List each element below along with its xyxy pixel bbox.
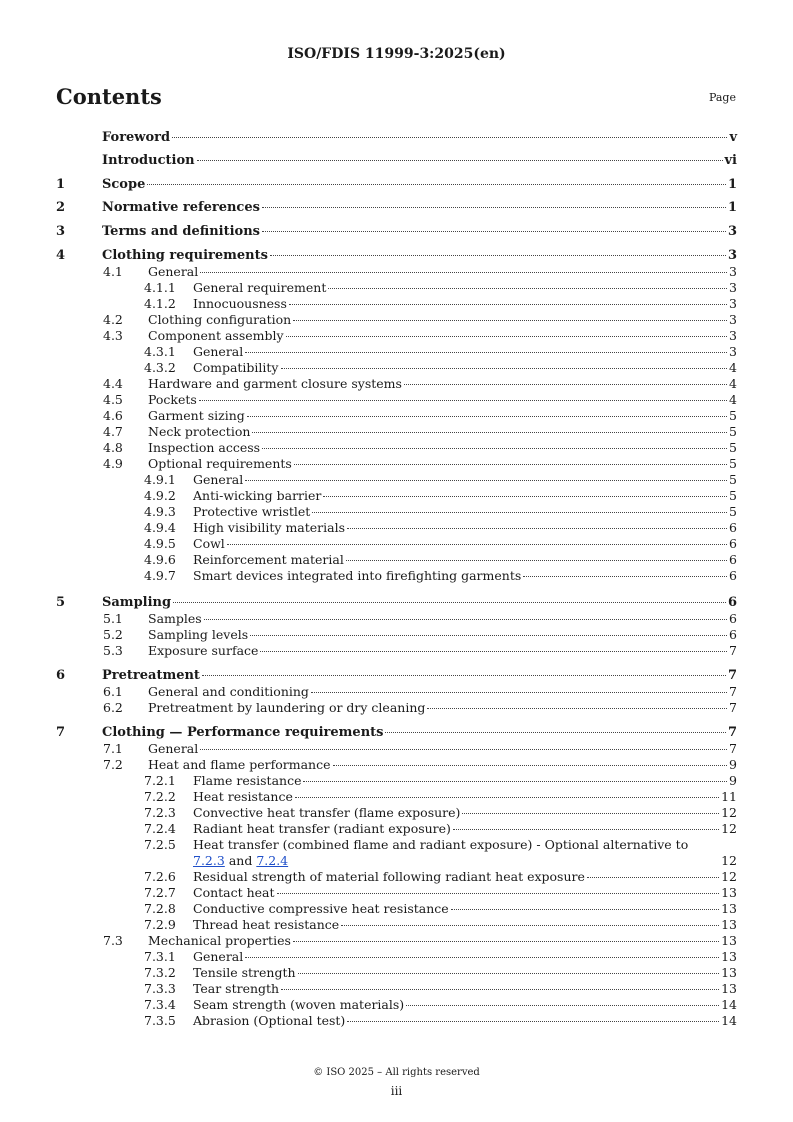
toc-entry[interactable] (56, 684, 737, 699)
dot-leader (262, 448, 727, 449)
toc-entry-page: 14 (721, 1013, 737, 1028)
toc-entry-page: 11 (721, 789, 737, 804)
toc-entry[interactable] (56, 440, 737, 455)
toc-entry-number: 4.9.1 (144, 472, 176, 487)
dot-leader (333, 765, 728, 766)
toc-entry-title: Component assembly (148, 328, 284, 343)
toc-entry[interactable] (56, 757, 737, 772)
toc-entry-title: General (193, 949, 244, 964)
toc-entry[interactable] (56, 725, 737, 740)
toc-entry-page: 3 (729, 344, 737, 359)
toc-entry[interactable] (56, 668, 737, 683)
toc-entry[interactable] (56, 280, 737, 295)
toc-entry-title: Hardware and garment closure systems (148, 376, 402, 391)
toc-entry-title: Seam strength (woven materials) (193, 997, 405, 1012)
dot-leader (260, 651, 727, 652)
toc-entry-title: Convective heat transfer (flame exposure) (193, 805, 461, 820)
toc-entry-title: Smart devices integrated into firefighting garments (193, 568, 522, 583)
toc-entry-title: Protective wristlet (193, 504, 311, 519)
toc-entry-page: 5 (729, 424, 737, 439)
toc-entry-title: Tear strength (193, 981, 280, 996)
toc-entry-page: 5 (729, 488, 737, 503)
dot-leader (270, 255, 726, 256)
toc-entry[interactable] (56, 328, 737, 343)
dot-leader (523, 576, 727, 577)
dot-leader (245, 352, 727, 353)
toc-entry[interactable] (56, 360, 737, 375)
toc-entry-title: Clothing configuration (148, 312, 292, 327)
toc-entry[interactable] (56, 312, 737, 327)
toc-entry-page: 7 (729, 741, 737, 756)
toc-entry[interactable] (56, 869, 737, 884)
dot-leader (200, 272, 727, 273)
toc-entry-title: General (148, 264, 199, 279)
toc-entry-title: Clothing — Performance requirements (102, 725, 384, 740)
toc-entry-title: Exposure surface (148, 643, 259, 658)
toc-entry-title: Contact heat (193, 885, 275, 900)
toc-entry-number: 5.2 (103, 627, 123, 642)
toc-entry-page: 5 (729, 408, 737, 423)
toc-entry[interactable] (56, 611, 737, 626)
toc-entry-number: 1 (56, 177, 66, 192)
toc-entry-title: Pretreatment by laundering or dry cleaning (148, 700, 426, 715)
toc-entry-number: 7.2.7 (144, 885, 176, 900)
toc-entry-title: Anti-wicking barrier (193, 488, 322, 503)
toc-entry-page: 9 (729, 757, 737, 772)
toc-entry[interactable] (56, 643, 737, 658)
toc-entry[interactable] (56, 595, 737, 610)
toc-entry[interactable] (56, 741, 737, 756)
toc-entry-page: 6 (729, 611, 737, 626)
toc-entry-number: 4.9.3 (144, 504, 176, 519)
toc-entry-number: 4.9.6 (144, 552, 176, 567)
toc-entry-page: 13 (721, 949, 737, 964)
dot-leader (346, 560, 727, 561)
toc-entry[interactable] (56, 344, 737, 359)
toc-entry-page: 5 (729, 504, 737, 519)
toc-entry-title: Neck protection (148, 424, 251, 439)
dot-leader (328, 288, 727, 289)
toc-entry-title: Cowl (193, 536, 225, 551)
toc-entry-title: Pretreatment (102, 668, 200, 683)
toc-entry[interactable] (56, 627, 737, 642)
toc-entry-page: 3 (727, 248, 737, 263)
toc-entry-title: Thread heat resistance (193, 917, 340, 932)
toc-entry-number: 7.2.4 (144, 821, 176, 836)
toc-entry-title: Sampling levels (148, 627, 249, 642)
toc-entry-page: 3 (729, 328, 737, 343)
toc-entry-page: 5 (729, 472, 737, 487)
toc-entry[interactable] (56, 981, 737, 996)
toc-entry-page: 14 (721, 997, 737, 1012)
toc-entry[interactable] (56, 901, 737, 916)
toc-entry-number: 4.9 (103, 456, 123, 471)
toc-entry-number: 7.2.8 (144, 901, 176, 916)
toc-entry-title: Garment sizing (148, 408, 245, 423)
toc-entry-number: 4 (56, 248, 66, 263)
dot-leader (252, 432, 727, 433)
toc-entry-number: 7 (56, 725, 66, 740)
toc-entry-page: 13 (721, 917, 737, 932)
toc-entry[interactable] (56, 885, 737, 900)
dot-leader (323, 496, 727, 497)
toc-entry[interactable] (56, 408, 737, 423)
page-column-label: Page (708, 91, 736, 104)
toc-entry-number: 3 (56, 224, 66, 239)
dot-leader (289, 304, 727, 305)
dot-leader (245, 957, 719, 958)
toc-entry-number: 7.3.3 (144, 981, 176, 996)
dot-leader (227, 544, 727, 545)
dot-leader (347, 1021, 719, 1022)
dot-leader (199, 400, 727, 401)
toc-entry-page: 13 (721, 933, 737, 948)
toc-entry-title: Abrasion (Optional test) (193, 1013, 346, 1028)
toc-entry-number: 4.3.2 (144, 360, 176, 375)
dot-leader (303, 781, 727, 782)
toc-entry[interactable] (56, 296, 737, 311)
dot-leader (173, 602, 726, 603)
toc-entry-number: 4.1.1 (144, 280, 176, 295)
toc-entry[interactable] (56, 504, 737, 519)
toc-entry-page: vi (724, 153, 737, 168)
toc-entry-page: 3 (727, 224, 737, 239)
toc-entry-page: 13 (721, 885, 737, 900)
toc-entry-title: Heat resistance (193, 789, 293, 804)
toc-entry[interactable] (56, 568, 737, 583)
dot-leader (385, 732, 725, 733)
dot-leader (347, 528, 727, 529)
cross-reference-link[interactable]: 7.2.4 (256, 853, 289, 868)
toc-entry-number: 4.5 (103, 392, 123, 407)
toc-entry-number: 7.2.5 (144, 837, 176, 852)
toc-entry-number: 4.7 (103, 424, 123, 439)
toc-entry-number: 7.2.3 (144, 805, 176, 820)
toc-entry-page: 3 (729, 296, 737, 311)
dot-leader (312, 512, 727, 513)
page-number: iii (390, 1084, 403, 1098)
toc-entry-title: Heat transfer (combined flame and radiant exposure) - Optional alternative to (193, 837, 689, 852)
toc-entry[interactable] (56, 536, 737, 551)
toc-entry[interactable] (56, 248, 737, 263)
toc-entry[interactable] (56, 376, 737, 391)
dot-leader (451, 909, 719, 910)
dot-leader (147, 184, 726, 185)
toc-entry[interactable] (56, 789, 737, 804)
dot-leader (200, 749, 727, 750)
toc-entry-title: Pockets (148, 392, 197, 407)
toc-entry[interactable] (56, 130, 737, 145)
toc-entry-continuation (56, 853, 737, 868)
dot-leader (298, 973, 720, 974)
toc-entry-page: 6 (729, 627, 737, 642)
dot-leader (295, 797, 719, 798)
toc-entry-page: 13 (721, 965, 737, 980)
toc-entry-page: 12 (721, 869, 737, 884)
dot-leader (262, 231, 726, 232)
toc-entry-title: Introduction (102, 153, 195, 168)
toc-entry-number: 7.2.1 (144, 773, 176, 788)
dot-leader (294, 464, 727, 465)
toc-entry-title: Conductive compressive heat resistance (193, 901, 449, 916)
toc-entry[interactable] (56, 488, 737, 503)
document-header: ISO/FDIS 11999-3:2025(en) (287, 46, 506, 62)
toc-entry-number: 5.3 (103, 643, 123, 658)
toc-entry-page: 5 (729, 440, 737, 455)
toc-entry[interactable] (56, 949, 737, 964)
dot-leader (427, 708, 727, 709)
toc-entry-number: 7.3 (103, 933, 123, 948)
toc-entry-page: 13 (721, 981, 737, 996)
toc-entry-page: 3 (729, 280, 737, 295)
toc-entry-page: 7 (727, 668, 737, 683)
toc-entry-number: 7.3.4 (144, 997, 176, 1012)
toc-entry-number: 7.3.1 (144, 949, 176, 964)
toc-entry-number: 4.9.7 (144, 568, 176, 583)
toc-entry-page: 5 (729, 456, 737, 471)
dot-leader (341, 925, 719, 926)
toc-entry-number: 4.2 (103, 312, 123, 327)
toc-entry-number: 4.9.4 (144, 520, 176, 535)
toc-entry-page: 12 (721, 853, 737, 868)
toc-entry-page: 7 (729, 700, 737, 715)
toc-entry-number: 6.1 (103, 684, 123, 699)
dot-leader (286, 336, 727, 337)
toc-entry[interactable] (56, 805, 737, 820)
toc-entry-title: General requirement (193, 280, 327, 295)
toc-entry-page: 6 (727, 595, 737, 610)
dot-leader (587, 877, 719, 878)
toc-entry[interactable] (56, 1013, 737, 1028)
toc-entry-page: 3 (729, 312, 737, 327)
toc-entry-page: 6 (729, 536, 737, 551)
toc-entry-page: 6 (729, 552, 737, 567)
dot-leader (250, 635, 727, 636)
toc-entry-page: 13 (721, 901, 737, 916)
toc-entry[interactable] (56, 821, 737, 836)
dot-leader (197, 160, 723, 161)
toc-entry-title: Terms and definitions (102, 224, 260, 239)
toc-entry-page: 7 (729, 684, 737, 699)
toc-entry-title: General (148, 741, 199, 756)
dot-leader (281, 989, 719, 990)
toc-entry-page: 3 (729, 264, 737, 279)
toc-entry-page: 6 (729, 568, 737, 583)
toc-entry-number: 7.3.5 (144, 1013, 176, 1028)
toc-entry-number: 4.6 (103, 408, 123, 423)
toc-entry-title: Scope (102, 177, 146, 192)
dot-leader (277, 893, 720, 894)
toc-entry[interactable] (56, 933, 737, 948)
toc-entry-number: 6.2 (103, 700, 123, 715)
toc-entry-title: Optional requirements (148, 456, 292, 471)
toc-entry-title: Flame resistance (193, 773, 302, 788)
toc-entry[interactable] (56, 177, 737, 192)
toc-entry-page: 12 (721, 805, 737, 820)
dot-leader (245, 480, 727, 481)
toc-entry-title: Sampling (102, 595, 172, 610)
toc-entry[interactable] (56, 224, 737, 239)
toc-entry-title: General (193, 472, 244, 487)
dot-leader (281, 368, 728, 369)
toc-entry[interactable] (56, 200, 737, 215)
toc-entry[interactable] (56, 456, 737, 471)
toc-entry-title: Innocuousness (193, 296, 287, 311)
toc-entry-title: Normative references (102, 200, 260, 215)
toc-entry-number: 4.9.2 (144, 488, 176, 503)
dot-leader (172, 137, 727, 138)
toc-entry-number: 4.3 (103, 328, 123, 343)
dot-leader (262, 207, 726, 208)
toc-entry-page: 12 (721, 821, 737, 836)
toc-entry[interactable] (56, 552, 737, 567)
toc-entry-page: 7 (727, 725, 737, 740)
toc-entry-page: 1 (727, 200, 737, 215)
toc-entry-number: 7.1 (103, 741, 123, 756)
toc-entry-title: Samples (148, 611, 202, 626)
toc-entry-number: 4.1.2 (144, 296, 176, 311)
toc-entry-title: Reinforcement material (193, 552, 344, 567)
toc-entry[interactable] (56, 837, 737, 852)
toc-entry-page: 1 (727, 177, 737, 192)
dot-leader (311, 692, 727, 693)
toc-entry-number: 7.2.2 (144, 789, 176, 804)
toc-entry-number: 7.2.6 (144, 869, 176, 884)
toc-entry-number: 5.1 (103, 611, 123, 626)
toc-entry[interactable] (56, 153, 737, 168)
contents-heading: Contents (56, 84, 162, 109)
toc-entry-number: 7.2.9 (144, 917, 176, 932)
toc-entry-number: 7.2 (103, 757, 123, 772)
dot-leader (293, 320, 727, 321)
toc-entry[interactable] (56, 773, 737, 788)
toc-entry[interactable] (56, 997, 737, 1012)
toc-entry-page: 4 (729, 376, 737, 391)
dot-leader (247, 416, 727, 417)
dot-leader (406, 1005, 719, 1006)
toc-entry-number: 2 (56, 200, 66, 215)
toc-entry-page: 7 (729, 643, 737, 658)
dot-leader (404, 384, 727, 385)
cross-reference-link[interactable]: 7.2.3 (193, 853, 225, 868)
toc-entry[interactable] (56, 965, 737, 980)
toc-entry-number: 7.3.2 (144, 965, 176, 980)
dot-leader (204, 619, 727, 620)
toc-entry-title: General (193, 344, 244, 359)
toc-entry-title: General and conditioning (148, 684, 309, 699)
toc-entry-title: Foreword (102, 130, 171, 145)
dot-leader (453, 829, 719, 830)
toc-entry-title: Mechanical properties (148, 933, 291, 948)
toc-entry-page: 4 (729, 392, 737, 407)
toc-entry-page: 9 (729, 773, 737, 788)
toc-entry-page: 6 (729, 520, 737, 535)
toc-entry-title: Residual strength of material following radiant heat exposure (193, 869, 585, 884)
toc-entry-title: Tensile strength (193, 965, 296, 980)
toc-entry[interactable] (56, 264, 737, 279)
toc-entry-title: Compatibility (193, 360, 279, 375)
toc-entry-number: 4.4 (103, 376, 123, 391)
toc-entry-number: 4.3.1 (144, 344, 176, 359)
toc-entry-number: 4.8 (103, 440, 123, 455)
toc-entry-title: Inspection access (148, 440, 261, 455)
toc-entry-page: 4 (729, 360, 737, 375)
toc-entry[interactable] (56, 424, 737, 439)
dot-leader (202, 675, 726, 676)
toc-entry[interactable] (56, 472, 737, 487)
toc-entry[interactable] (56, 700, 737, 715)
toc-entry-page: v (729, 130, 737, 145)
dot-leader (462, 813, 719, 814)
toc-entry-title: Heat and flame performance (148, 757, 331, 772)
conjunction-text: and (228, 853, 253, 868)
toc-entry[interactable] (56, 392, 737, 407)
toc-entry-number: 5 (56, 595, 66, 610)
toc-entry-title: Clothing requirements (102, 248, 268, 263)
toc-entry-title: Radiant heat transfer (radiant exposure) (193, 821, 451, 836)
toc-entry[interactable] (56, 520, 737, 535)
dot-leader (293, 941, 719, 942)
toc-entry[interactable] (56, 917, 737, 932)
copyright-footer: © ISO 2025 – All rights reserved (313, 1067, 480, 1078)
toc-entry-number: 4.9.5 (144, 536, 176, 551)
toc-entry-number: 4.1 (103, 264, 123, 279)
toc-entry-title: High visibility materials (193, 520, 346, 535)
toc-entry-number: 6 (56, 668, 66, 683)
